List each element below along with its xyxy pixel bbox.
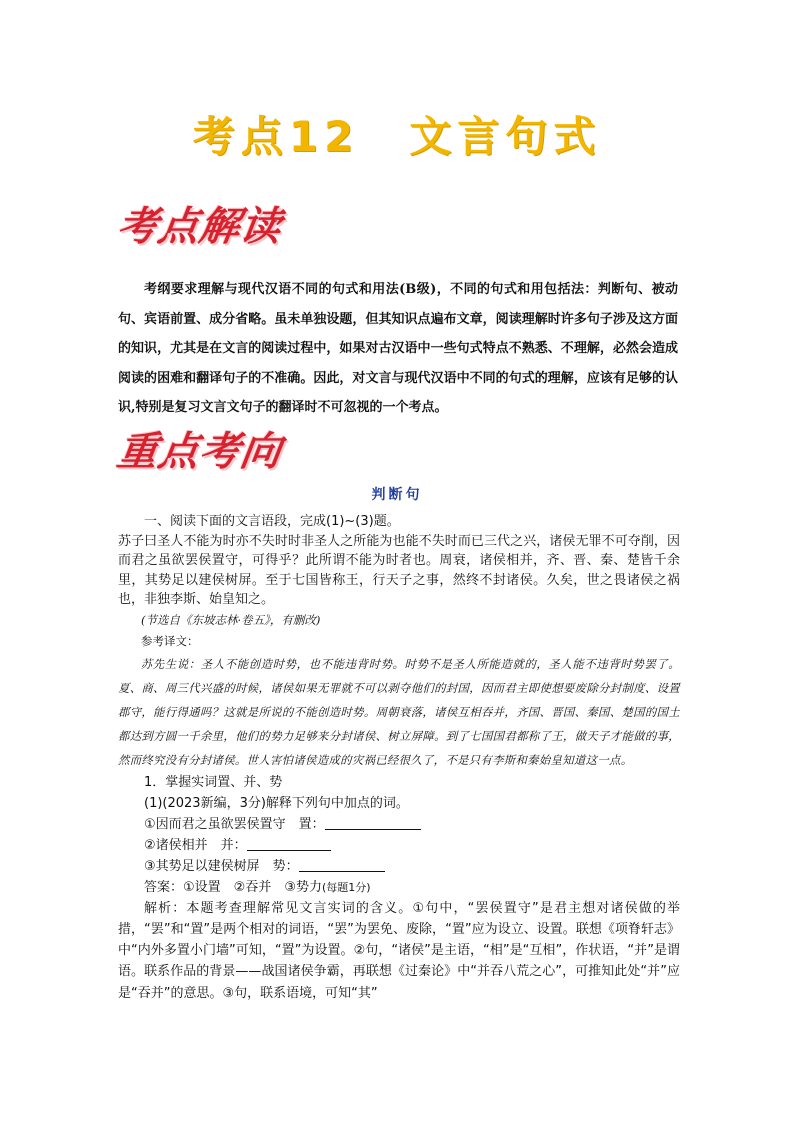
page-title [0,104,794,164]
task-instruction: 一、阅读下面的文言语段，完成(1)~(3)题。 [144,514,400,529]
exercise-content [118,512,680,1004]
question-item-text: ③其势足以建侯树屏 势： [144,858,299,874]
answer-blank[interactable] [299,857,385,872]
title-part2: 文言句式 [409,112,602,161]
question-item [118,814,680,835]
answer-blank[interactable] [325,815,421,830]
answer-note: (每题1分) [321,880,371,894]
focus-banner: 重点考向 [114,429,285,475]
answer-blank[interactable] [247,836,331,851]
interpretation-banner: 考点解读 [114,204,285,250]
question-prompt: (1)(2023新编，3分)解释下列句中加点的词。 [144,795,409,811]
reference-label: 参考译文： [141,633,199,648]
answer-line [118,877,680,898]
answer-label: 答案： [144,879,184,895]
intro-paragraph: 考纲要求理解与现代汉语不同的句式和用法(B级)，不同的句式和用包括法：判断句、被动句、宾语前置、成分省略。虽未单独设题，但其知识点遍布文章，阅读理解时许多句子涉及这方面的知识，尤其是在文言的阅读过程中，如果对古汉语中一些句式特点不熟悉、不理解，必然会造成阅读的困难和翻译句子的不准确。因此，对文言与现代汉语中不同的句式的理解，应该有足够的认识,特别是复习文言文句子的翻译时不可忽视的一个考点。 [118,282,678,415]
reference-translation: 苏先生说：圣人不能创造时势，也不能违背时势。时势不是圣人所能造就的，圣人能不违背时势罢了。夏、商、周三代兴盛的时候，诸侯如果无罪就不可以剥夺他们的封国，因而君主即使想要废除分封制度、设置郡守，能行得通吗？这就是所说的不能创造时势。周朝衰落，诸侯互相吞并，齐国、晋国、秦国、楚国的国土都达到方圆一千余里，他们的势力足够来分封诸侯、树立屏障。到了七国国君都称了王，做天子才能做的事，然而终究没有分封诸侯。世人害怕诸侯造成的灾祸已经很久了，不是只有李斯和秦始皇知道这一点。 [118,656,680,767]
analysis-paragraph: 解析：本题考查理解常见文言实词的含义。①句中，“罢侯置守”是君主想对诸侯做的举措，“罢”和“置”是两个相对的词语，“罢”为罢免、废除，“置”应为设立、设置。联想《项脊轩志》中“内外多置小门墙”可知，“置”为设置。②句，“诸侯”是主语，“相”是“互相”，作状语，“并”是谓语。联系作品的背景——战国诸侯争霸，再联想《过秦论》中“并吞八荒之心”，可推知此处“并”应是“吞并”的意思。③句，联系语境，可知“其” [118,900,680,1001]
answer-text: ①设置 ②吞并 ③势力 [183,879,322,895]
question-item-text: ②诸侯相并 并： [144,837,247,853]
section-title: 判断句 [371,487,423,503]
title-part1: 考点12 [192,112,360,161]
question-item [118,835,680,856]
question-item [118,856,680,877]
classical-passage: 苏子曰圣人不能为时亦不失时时非圣人之所能为也能不失时而已三代之兴，诸侯无罪不可夺削，因而君之虽欲罢侯置守，可得乎？此所谓不能为时者也。周衰，诸侯相并，齐、晋、秦、楚皆千余里，其势足以建侯树屏。至于七国皆称王，行天子之事，然终不封诸侯。久矣，世之畏诸侯之祸也，非独李斯、始皇知之。 [118,533,680,607]
passage-source: (节选自《东坡志林·卷五》，有删改) [141,612,321,627]
question-heading: 1．掌握实词置、并、势 [144,774,283,790]
question-item-text: ①因而君之虽欲罢侯置守 置： [144,816,325,832]
